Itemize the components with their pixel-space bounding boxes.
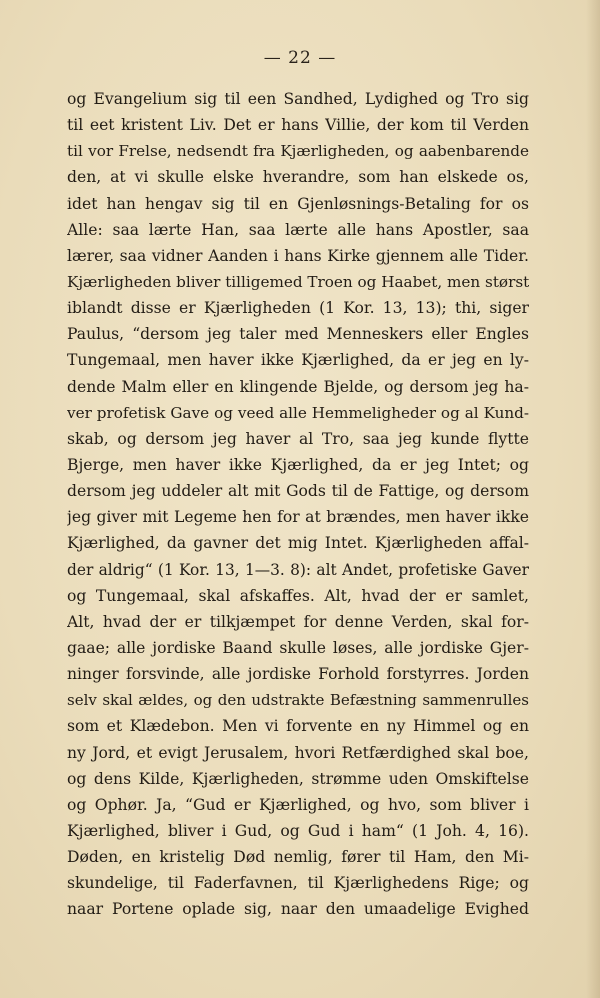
text-line: Kjærlighed, da gavner det mig Intet. Kjærligheden affal- [67,534,529,553]
text-line: og Ophør. Ja, “Gud er Kjærlighed, og hvo, som bliver i [67,795,529,814]
page-edge-shadow [586,0,600,998]
text-line: til eet kristent Liv. Det er hans Villie, der kom til Verden [67,116,529,135]
text-line: den, at vi skulle elske hverandre, som han elskede os, [67,168,529,187]
text-line: Paulus, “dersom jeg taler med Menneskers eller Engles [67,325,529,344]
text-line: som et Klædebon. Men vi forvente en ny Himmel og en [67,717,529,736]
text-line: ny Jord, et evigt Jerusalem, hvori Retfærdighed skal boe, [67,743,529,762]
text-line: og Tungemaal, skal afskaffes. Alt, hvad der er samlet, [67,586,529,605]
text-line: ninger forsvinde, alle jordiske Forhold forstyrres. Jorden [67,665,529,684]
text-line: skab, og dersom jeg haver al Tro, saa jeg kunde flytte [67,429,529,448]
text-line: der aldrig“ (1 Kor. 13, 1—3. 8): alt Andet, profetiske Gaver [67,560,529,579]
text-line: naar Portene oplade sig, naar den umaadelige Evighed [67,900,529,919]
text-line: iblandt disse er Kjærligheden (1 Kor. 13, 13); thi, siger [67,299,529,318]
text-line: jeg giver mit Legeme hen for at brændes, men haver ikke [67,508,529,527]
text-line: Alt, hvad der er tilkjæmpet for denne Verden, skal for- [67,612,529,631]
text-line: lærer, saa vidner Aanden i hans Kirke gjennem alle Tider. [67,246,529,265]
text-line: Alle: saa lærte Han, saa lærte alle hans Apostler, saa [67,220,529,239]
text-line: og dens Kilde, Kjærligheden, strømme uden Omskiftelse [67,769,529,788]
text-line: dersom jeg uddeler alt mit Gods til de Fattige, og dersom [67,482,529,501]
text-line: selv skal ældes, og den udstrakte Befæstning sammenrulles [67,691,529,710]
page-number: — 22 — [263,48,337,68]
text-line: Døden, en kristelig Død nemlig, fører til Ham, den Mi- [67,848,529,867]
text-line: ver profetisk Gave og veed alle Hemmeligheder og al Kund- [67,403,529,422]
text-line: Bjerge, men haver ikke Kjærlighed, da er jeg Intet; og [67,455,529,474]
text-line: til vor Frelse, nedsendt fra Kjærligheden, og aabenbarende [67,142,529,161]
text-line: skundelige, til Faderfavnen, til Kjærlighedens Rige; og [67,874,529,893]
text-line: Kjærligheden bliver tilligemed Troen og Haabet, men størst [67,272,529,291]
text-line: dende Malm eller en klingende Bjelde, og dersom jeg ha- [67,377,529,396]
text-line: gaae; alle jordiske Baand skulle løses, alle jordiske Gjer- [67,638,529,657]
text-line: Kjærlighed, bliver i Gud, og Gud i ham“ (1 Joh. 4, 16). [67,821,529,840]
text-line: idet han hengav sig til en Gjenløsnings-Betaling for os [67,194,529,213]
body-text [67,86,529,923]
text-line: og Evangelium sig til een Sandhed, Lydighed og Tro sig [67,90,529,108]
text-line: Tungemaal, men haver ikke Kjærlighed, da er jeg en ly- [67,351,529,370]
